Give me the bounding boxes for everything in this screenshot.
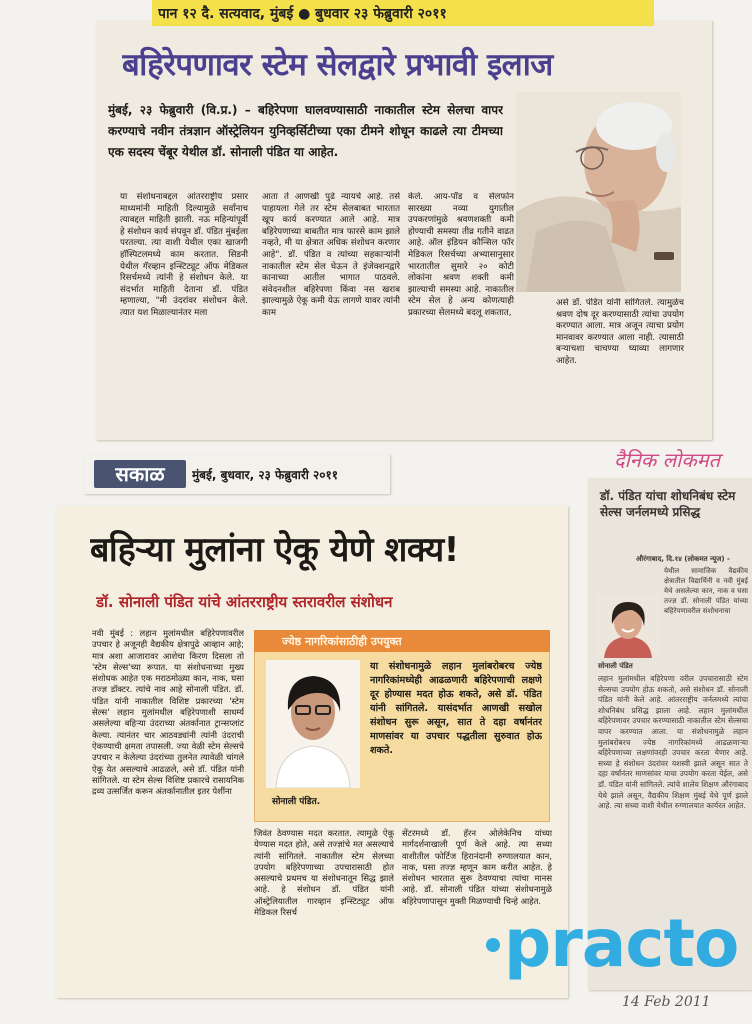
practo-logo xyxy=(486,904,739,994)
dateline-sakal: मुंबई, बुधवार, २३ फेब्रुवारी २०११ xyxy=(192,468,339,482)
handwritten-paper-label: दैनिक लोकमत xyxy=(614,448,721,472)
subhead-sakal: डॉ. सोनाली पंडित यांचे आंतरराष्ट्रीय स्तरावरील संशोधन xyxy=(96,593,393,611)
professor-illustration xyxy=(516,92,681,292)
column-4-satyawad: असे डॉ. पंडित यांनी सांगितले. त्यामुळेच श्रवण दोष दूर करण्यासाठी त्यांचा उपयोग करण्यात आला. मात्र अजून त्याचा प्रयोग मानवावर करण्यात आला नाही. त्यासाठी बऱ्याचशा चाचण्या घ्याव्या लागणार आहेत. xyxy=(556,298,684,366)
column-top-lokmat: येथील सामाजिक वैद्यकीय क्षेत्रातील विद्यार्थिनी व नवी मुंबई येथे असलेल्या कान, नाक व घसा तज्ज्ञ डॉ. सोनाली पंडित यांच्या बहिरेपणावरील संशोधनाचा xyxy=(664,567,748,615)
photo-caption-lokmat: सोनाली पंडित xyxy=(598,662,633,670)
column-3-satyawad: केले. आय-पॉड व सेलफोन सारख्या नव्या युगातील उपकरणांमुळे श्रवणशक्ती कमी होण्याची समस्या तीव्र गतीने वाढत आहे. ऑल इंडियन कौन्सिल फॉर मेडिकल रिसर्चच्या अभ्यासानुसार भारतातील सुमारे २० कोटी लोकांना श्रवण शक्ती कमी झाल्याची समस्या आहे. नाकातील स्टेम सेल हे अन्य कोणत्याही प्रकारच्या सेलमध्ये बदलू शकतात, xyxy=(408,192,514,318)
headline-satyawad: बहिरेपणावर स्टेम सेलद्वारे प्रभावी इलाज xyxy=(122,47,553,83)
dateline-lokmat: औरंगाबाद, दि.१४ (लोकमत न्यूज) - xyxy=(636,555,730,563)
dateline-satyawad: पान १२ दै. सत्यवाद, मुंबई ● बुधवार २३ फेब्रुवारी २०११ xyxy=(158,6,447,22)
column-2-satyawad: आता ते आणखी पुढे न्यायचे आहे. तसे पाहायला गेले तर स्टेम सेलबाबत भारतात खूप कार्य करण्यात आले आहे. मात्र बहिरेपणाच्या बाबतीत मात्र फारसे काम झाले नव्हते, मी या क्षेत्रात अधिक संशोधन करणार आहे". डॉ. पंडित व त्यांच्या सहकाऱ्यांनी नाकातील स्टेम सेल घेऊन ते इंजेक्शनद्वारे कानाच्या आतील भागात पाठवले. संवेदनशील बहिरेपणा किंवा नस खराब झाल्यामुळे ऐकू कमी येऊ लागणे यावर त्यांनी काम xyxy=(262,192,400,318)
practo-dot-icon xyxy=(486,938,500,952)
column-1-satyawad: या संशोधनाबद्दल आंतरराष्ट्रीय प्रसार माध्यमांनी माहिती दिल्यामुळे सर्वांनाच त्याबद्दल माहिती झाली. नऊ महिन्यांपूर्वी हे संशोधन कार्य संपवून डॉ. पंडित मुंबईला परतल्या. त्या वाशी येथील एका खाजगी हॉस्पिटलमध्ये काम करतात. सिडनी येथील गॅरव्हान इन्स्टिट्यूट ऑफ मेडिकल रिसर्चमध्ये त्यांनी हे संशोधन केले. या संदर्भात माहिती देताना डॉ. पंडित म्हणाल्या, "मी उंदरांवर संशोधन केले. त्यात यश मिळाल्यानंतर मला xyxy=(120,192,248,318)
lead-satyawad: मुंबई, २३ फेब्रुवारी (वि.प्र.) – बहिरेपणा घालवण्यासाठी नाकातील स्टेम सेलचा वापर करण्याचे नवीन तंत्रज्ञान ऑस्ट्रेलियन युनिव्हर्सिटीच्या एका टीमने शोधून काढले त्या टीमच्या एक सदस्य चेंबूर येथील डॉ. सोनाली पंडित या आहेत. xyxy=(108,103,503,159)
sakal-logo-text: सकाळ xyxy=(115,462,165,486)
photo-sonali-pandit xyxy=(266,660,360,788)
practo-wordmark: practo xyxy=(504,905,739,982)
woman-portrait-illustration xyxy=(266,660,360,788)
column-1-sakal: नवी मुंबई : लहान मुलांमधील बहिरेपणावरील उपचार हे अजूनही वैद्यकीय क्षेत्रापुढे आव्हान आहे; मात्र अशा आजारावर आशेचा किरण दिसला तो 'स्टेम सेल्स'च्या रूपात. या संशोधनाच्या मुख्य संशोधक आहेत एक मराठमोळ्या कान, नाक, घसा तज्ज्ञ डॉक्टर. त्यांचे नाव आहे सोनाली पंडित. डॉ. पंडित यांनी नाकातील विशिष्ट प्रकारच्या 'स्टेम सेल्स' लहान मुलांमधील बहिरेपणाशी साधर्म्य असलेल्या बहिऱ्या उंदराच्या अंतर्कानात ट्रान्सप्लांट केल्या. त्यानंतर चार आठवड्यांनी त्यांनी उंदराची ऐकण्याची क्षमता तपासली. ज्या वेळी स्टेम सेल्सचे उपचार न केलेल्या उंदरांच्या तुलनेत त्यावेळी चांगले ऐकू येत असल्याचे आढळले, असे डॉ. पंडित यांनी सांगितले. या स्टेम सेल्स विशिष्ट प्रकारचे रासायनिक द्रव्य उत्सर्जित करून अंतर्कानातील इतर पेशींना xyxy=(92,628,244,797)
woman-smiling-illustration xyxy=(596,594,660,658)
column-body-lokmat: लहान मुलांमधील बहिरेपणा वरील उपचारासाठी स्टेम सेल्सचा उपयोग होऊ शकतो, असे संशोधन डॉ. सोनाली पंडित यांनी केले आहे. आंतरराष्ट्रीय जर्नलमध्ये त्यांचा शोधनिबंध प्रसिद्ध झाला आहे. लहान मुलांमधील बहिरेपणावर उपचार करण्यासाठी नाकातील स्टेम सेल्सचा वापर करण्यात आला. या संशोधनामुळे लहान मुलांबरोबरच ज्येष्ठ नागरिकांमध्ये आढळणाऱ्या बहिरेपणाच्या लक्षणांवरही उपचार करता येणार आहे. सध्या हे संशोधन उंदरांवर यशस्वी झाले असून सात ते दहा वर्षांनंतर माणसांवर याचा उपयोग करता येईल, असे डॉ. पंडित यांनी सांगितले. त्यांचे शालेय शिक्षण औरंगाबाद येथे झाले असून, वैद्यकीय शिक्षण मुंबई येथे पूर्ण झाले आहे. त्या सध्या वाशी येथील रुग्णालयात कार्यरत आहेत. xyxy=(598,674,748,811)
highlight-box-text: या संशोधनामुळे लहान मुलांबरोबरच ज्येष्ठ नागरिकांमध्येही आढळणारी बहिरेपणाची लक्षणे दूर होण्यास मदत होऊ शकते, असे डॉ. पंडित यांनी सांगितले. यासंदर्भात आणखी सखोल संशोधन सुरू असून, सात ते दहा वर्षानंतर माणसांवर या उपचार पद्धतीला सुरुवात होऊ शकते. xyxy=(370,661,542,756)
photo-caption-sakal: सोनाली पंडित. xyxy=(272,797,321,807)
highlight-box-title: ज्येष्ठ नागरिकांसाठीही उपयुक्त xyxy=(282,635,402,648)
photo-professor xyxy=(516,92,681,292)
handwritten-date: 14 Feb 2011 xyxy=(622,994,711,1010)
column-2-sakal: जिवंत ठेवण्यास मदत करतात. त्यामुळे ऐकू येण्यास मदत होते, असे तज्ज्ञांचे मत असल्याचे त्यांनी सांगितले. नाकातील स्टेम सेलच्या उपयोग बहिरेपणाच्या उपचारासाठी होत असल्याचे प्रथमच या संशोधनातून सिद्ध झाले आहे. हे संशोधन डॉ. पंडित यांनी ऑस्ट्रेलियातील गारव्हान इन्स्टिट्यूट ऑफ मेडिकल रिसर्च xyxy=(254,828,394,918)
headline-sakal: बहिऱ्या मुलांना ऐकू येणे शक्य! xyxy=(90,530,459,570)
column-3-sakal: सेंटरमध्ये डॉ. हॅरन ओलेकेनिच यांच्या मार्गदर्शनाखाली पूर्ण केले आहे. त्या सध्या वाशीतील फोर्टिज हिरानंदानी रुग्णालयात कान, नाक, घसा तज्ज्ञ म्हणून काम करीत आहेत. हे संशोधन भारतात सुरू ठेवण्याचा त्यांचा मानस आहे. डॉ. सोनाली पंडित यांच्या संशोधनामुळे बहिरेपणापासून मुक्ती मिळण्याची चिन्हे आहेत. xyxy=(402,828,552,906)
headline-lokmat: डॉ. पंडित यांचा शोधनिबंध स्टेम सेल्स जर्नलमध्ये प्रसिद्ध xyxy=(600,489,736,519)
photo-lokmat xyxy=(596,594,660,658)
